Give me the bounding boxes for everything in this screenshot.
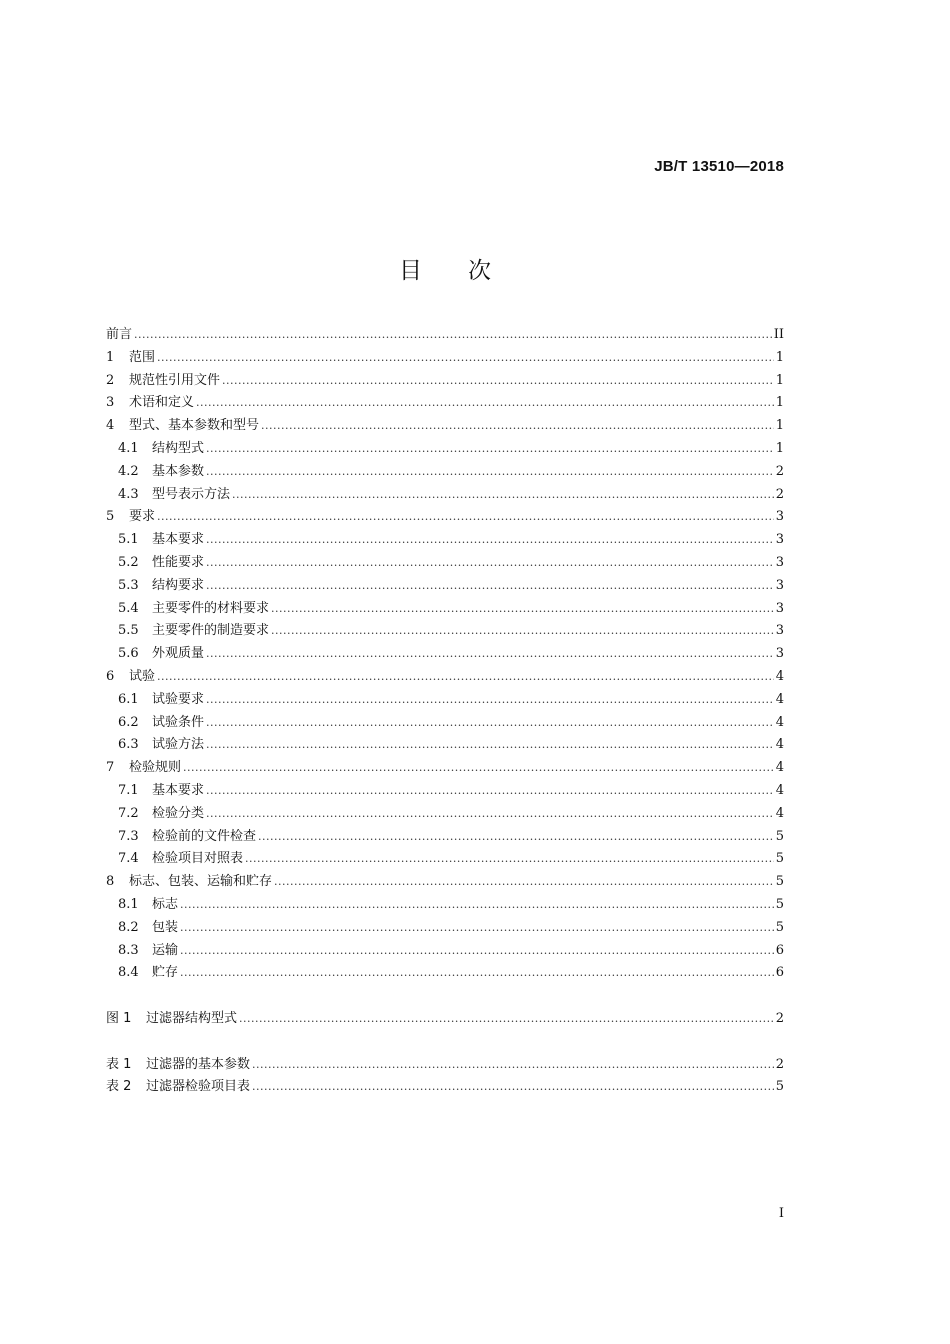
toc-figure-number: 图 1	[106, 1010, 132, 1026]
toc-entry-number: 8	[106, 874, 115, 890]
toc-entry-text: 结构要求	[152, 577, 205, 593]
toc-entry-text: 基本要求	[152, 782, 205, 798]
toc-entry-2[interactable]	[106, 369, 784, 392]
toc-entry-text: 试验	[129, 668, 156, 684]
toc-table-text: 过滤器检验项目表	[146, 1079, 251, 1095]
toc-entry-number: 3	[106, 395, 115, 411]
toc-entry-text: 基本参数	[152, 463, 205, 479]
toc-entry-5-3[interactable]	[106, 574, 784, 597]
toc-leader-dots	[180, 898, 774, 911]
toc-entry-page: 3	[775, 509, 784, 525]
toc-entry-page: 1	[775, 372, 784, 388]
toc-entry-4-3[interactable]	[106, 483, 784, 506]
toc-entry-number: 8.2	[118, 919, 139, 935]
toc-entry-page: 6	[775, 965, 784, 981]
toc-entry-number: 5.3	[118, 577, 139, 593]
toc-table-page: 5	[775, 1079, 784, 1095]
toc-entry-number: 5.1	[118, 532, 139, 548]
toc-entry-page: 3	[775, 600, 784, 616]
toc-entry-page: 4	[775, 782, 784, 798]
toc-entry-text: 试验方法	[152, 737, 205, 753]
toc-entry-text: 要求	[129, 509, 156, 525]
toc-entry-foreword[interactable]	[106, 323, 784, 346]
toc-entry-page: 3	[775, 646, 784, 662]
toc-entry-7-3[interactable]	[106, 825, 784, 848]
toc-entry-text: 型式、基本参数和型号	[129, 418, 260, 434]
page-number: I	[778, 1206, 784, 1221]
toc-entry-text: 运输	[152, 942, 179, 958]
toc-leader-dots	[252, 1058, 774, 1071]
toc-leader-dots	[206, 647, 774, 660]
toc-entry-7-4[interactable]	[106, 847, 784, 870]
toc-entry-text: 检验项目对照表	[152, 851, 244, 867]
toc-entry-text: 外观质量	[152, 646, 205, 662]
toc-leader-dots	[271, 602, 774, 615]
toc-entry-3[interactable]	[106, 391, 784, 414]
toc-entry-page: 6	[775, 942, 784, 958]
toc-entry-text: 检验前的文件检查	[152, 828, 257, 844]
toc-entry-page: 1	[775, 349, 784, 365]
toc-entry-text: 结构型式	[152, 440, 205, 456]
toc-entry-8-2[interactable]	[106, 916, 784, 939]
toc-entry-number: 5.5	[118, 623, 139, 639]
toc-leader-dots	[252, 1080, 774, 1093]
toc-leader-dots	[239, 1012, 774, 1025]
toc-entry-5-2[interactable]	[106, 551, 784, 574]
toc-entry-7[interactable]	[106, 756, 784, 779]
toc-entry-number: 8.4	[118, 965, 139, 981]
toc-leader-dots	[180, 921, 774, 934]
toc-entry-text: 包装	[152, 919, 179, 935]
toc-entry-page: 1	[775, 418, 784, 434]
toc-entry-8-1[interactable]	[106, 893, 784, 916]
toc-entry-page: II	[773, 327, 784, 342]
toc-entry-page: 1	[775, 440, 784, 456]
toc-leader-dots	[206, 807, 774, 820]
toc-entry-text: 前言	[106, 327, 133, 342]
toc-leader-dots	[157, 351, 774, 364]
toc-entry-number: 5.6	[118, 646, 139, 662]
toc-leader-dots	[206, 442, 774, 455]
toc-entry-page: 4	[775, 668, 784, 684]
toc-entry-text: 基本要求	[152, 532, 205, 548]
toc-entry-number: 4	[106, 418, 115, 434]
page-title: 目次	[399, 258, 537, 284]
toc-entry-8-4[interactable]	[106, 961, 784, 984]
toc-entry-number: 5.2	[118, 554, 139, 570]
toc-leader-dots	[206, 784, 774, 797]
toc-entry-6-1[interactable]	[106, 688, 784, 711]
toc-entry-number: 8.3	[118, 942, 139, 958]
toc-entry-text: 型号表示方法	[152, 486, 231, 502]
toc-entry-page: 4	[775, 760, 784, 776]
toc-entry-page: 5	[775, 828, 784, 844]
toc-leader-dots	[258, 830, 774, 843]
toc-entry-number: 6.3	[118, 737, 139, 753]
toc-entry-page: 4	[775, 805, 784, 821]
toc-entry-number: 4.2	[118, 463, 139, 479]
toc-entry-4-2[interactable]	[106, 460, 784, 483]
toc-leader-dots	[232, 488, 774, 501]
toc-entry-text: 检验规则	[129, 760, 182, 776]
toc-entry-text: 试验条件	[152, 714, 205, 730]
toc-entry-text: 术语和定义	[129, 395, 195, 411]
toc-entry-8-3[interactable]	[106, 939, 784, 962]
toc-entry-page: 3	[775, 623, 784, 639]
toc-leader-dots	[206, 556, 774, 569]
toc-entry-number: 6	[106, 668, 115, 684]
toc-entry-text: 主要零件的材料要求	[152, 600, 270, 616]
toc-entry-7-1[interactable]	[106, 779, 784, 802]
toc-entry-5[interactable]	[106, 505, 784, 528]
toc-entry-text: 标志	[152, 896, 179, 912]
toc-entry-5-4[interactable]	[106, 597, 784, 620]
toc-entry-page: 3	[775, 577, 784, 593]
toc-leader-dots	[180, 944, 774, 957]
toc-entry-number: 6.1	[118, 691, 139, 707]
toc-entry-number: 7.1	[118, 782, 139, 798]
toc-entry-text: 主要零件的制造要求	[152, 623, 270, 639]
toc-entry-5-6[interactable]	[106, 642, 784, 665]
toc-leader-dots	[271, 624, 774, 637]
toc-entry-number: 2	[106, 372, 115, 388]
toc-table-number: 表 1	[106, 1056, 132, 1072]
toc-entry-page: 3	[775, 532, 784, 548]
toc-entry-text: 性能要求	[152, 554, 205, 570]
toc-entry-number: 7.3	[118, 828, 139, 844]
toc-entry-number: 7.2	[118, 805, 139, 821]
toc-entry-5-5[interactable]	[106, 619, 784, 642]
toc-figure-page: 2	[775, 1010, 784, 1026]
toc-leader-dots	[157, 670, 774, 683]
toc-figure-text: 过滤器结构型式	[146, 1010, 238, 1026]
toc-leader-dots	[183, 761, 774, 774]
toc-table-1[interactable]	[106, 1053, 784, 1076]
toc-entry-number: 5.4	[118, 600, 139, 616]
toc-entry-text: 检验分类	[152, 805, 205, 821]
toc-leader-dots	[274, 875, 774, 888]
toc-leader-dots	[206, 533, 774, 546]
toc-entry-number: 8.1	[118, 896, 139, 912]
toc-entry-page: 2	[775, 463, 784, 479]
toc-entry-page: 5	[775, 919, 784, 935]
toc-entry-page: 4	[775, 691, 784, 707]
toc-entry-6-3[interactable]	[106, 733, 784, 756]
toc-leader-dots	[206, 693, 774, 706]
toc-leader-dots	[206, 465, 774, 478]
toc-entry-5-1[interactable]	[106, 528, 784, 551]
toc-leader-dots	[261, 419, 774, 432]
toc-entry-number: 5	[106, 509, 115, 525]
toc-leader-dots	[206, 716, 774, 729]
toc-entry-text: 贮存	[152, 965, 179, 981]
toc-entry-page: 2	[775, 486, 784, 502]
toc-entry-4-1[interactable]	[106, 437, 784, 460]
toc-entry-6-2[interactable]	[106, 711, 784, 734]
toc-leader-dots	[206, 738, 774, 751]
toc-leader-dots	[134, 328, 772, 341]
toc-entry-number: 6.2	[118, 714, 139, 730]
toc-entry-page: 5	[775, 851, 784, 867]
toc-entry-number: 4.3	[118, 486, 139, 502]
toc-leader-dots	[180, 966, 774, 979]
toc-leader-dots	[157, 510, 774, 523]
toc-entry-text: 试验要求	[152, 691, 205, 707]
toc-leader-dots	[245, 852, 774, 865]
toc-table-page: 2	[775, 1056, 784, 1072]
toc-entry-6[interactable]	[106, 665, 784, 688]
toc-entry-7-2[interactable]	[106, 802, 784, 825]
toc-entry-8[interactable]	[106, 870, 784, 893]
toc-figure-1[interactable]	[106, 1007, 784, 1030]
toc-table-2[interactable]	[106, 1075, 784, 1098]
toc-table-number: 表 2	[106, 1079, 132, 1095]
toc-entry-page: 5	[775, 896, 784, 912]
toc-entry-number: 1	[106, 349, 115, 365]
toc-entry-page: 5	[775, 874, 784, 890]
toc-table-text: 过滤器的基本参数	[146, 1056, 251, 1072]
toc-entry-number: 7.4	[118, 851, 139, 867]
standard-code: JB/T 13510—2018	[654, 158, 784, 175]
toc-entry-page: 1	[775, 395, 784, 411]
toc-entry-text: 规范性引用文件	[129, 372, 221, 388]
toc-entry-page: 4	[775, 737, 784, 753]
toc-entry-1[interactable]	[106, 346, 784, 369]
toc-entry-page: 4	[775, 714, 784, 730]
toc-leader-dots	[222, 374, 774, 387]
toc-entry-4[interactable]	[106, 414, 784, 437]
toc-entry-text: 范围	[129, 349, 156, 365]
toc-entry-text: 标志、包装、运输和贮存	[129, 874, 273, 890]
toc-entry-page: 3	[775, 554, 784, 570]
toc-leader-dots	[206, 579, 774, 592]
toc-entry-number: 4.1	[118, 440, 139, 456]
toc-leader-dots	[196, 396, 774, 409]
toc-entry-number: 7	[106, 760, 115, 776]
toc-list	[106, 323, 784, 1098]
